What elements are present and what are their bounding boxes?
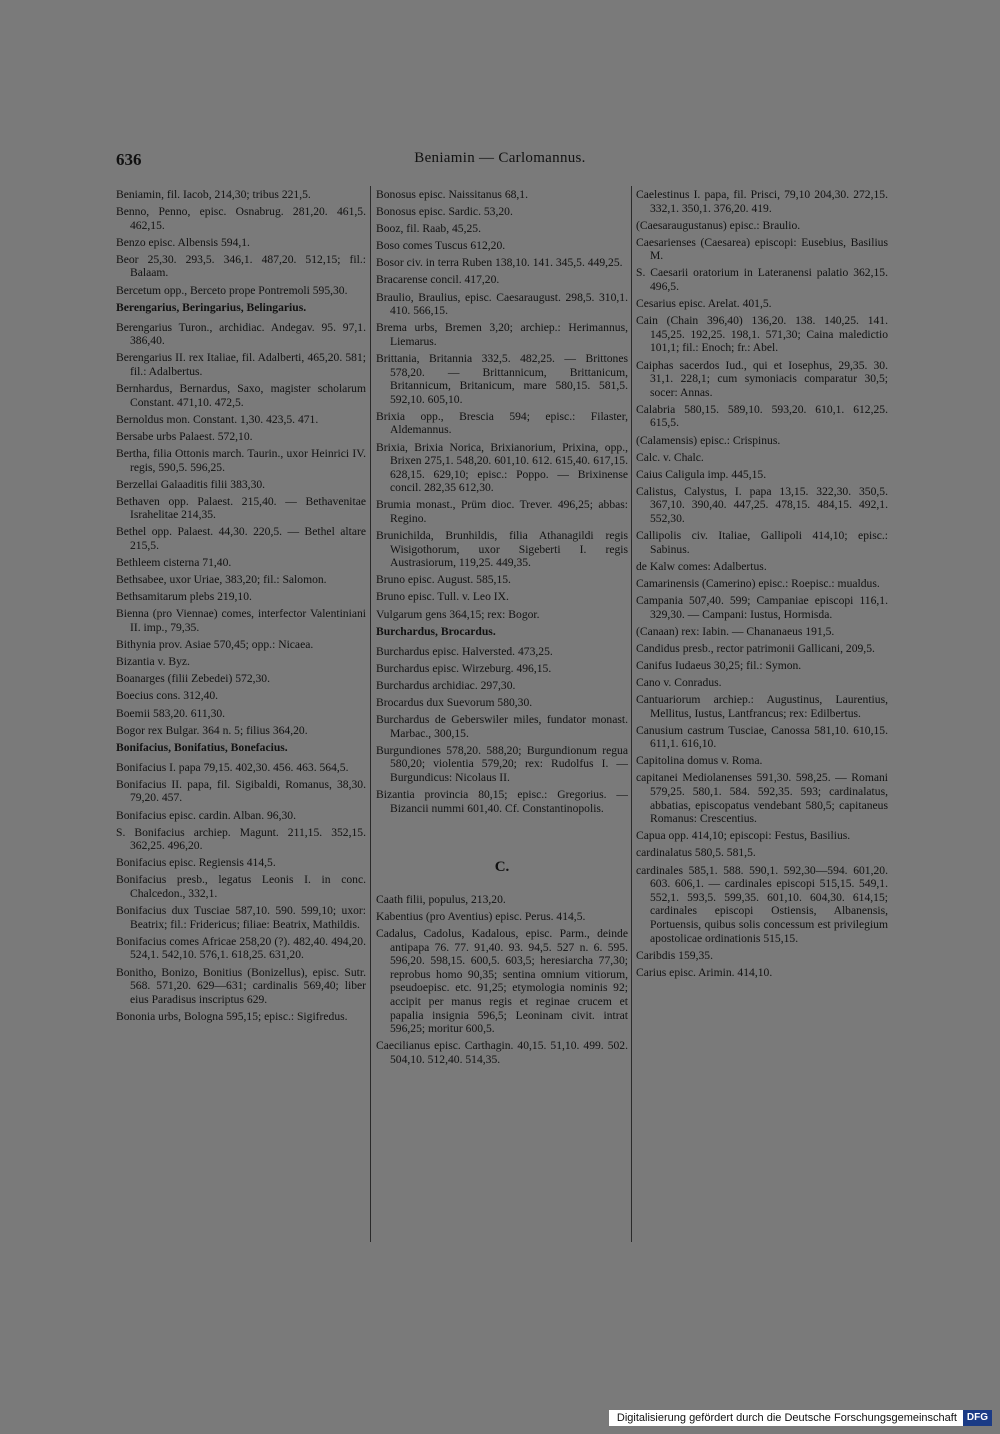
index-entry: Bruno episc. August. 585,15. xyxy=(376,573,511,587)
index-entry: Berengarius Turon., archidiac. Andegav. 95. 97,1. 386,40. xyxy=(116,320,366,348)
index-entry: Bonifacius episc. Regiensis 414,5. xyxy=(116,856,276,870)
index-entry: Brittania, Britannia 332,5. 482,25. — Brittones 578,20. — Brittannicum, Brittanicum, Britannicum, Britanicum, mare 580,15. 581,5. 592,10. 605,10. xyxy=(376,351,628,406)
index-entry: Bonosus episc. Naissitanus 68,1. xyxy=(376,188,529,201)
index-entry: Bercetum opp., Berceto prope Pontremoli 595,30. xyxy=(116,283,348,297)
index-entry: Beniamin, fil. Iacob, 214,30; tribus 221,5. xyxy=(116,188,311,201)
index-entry: Berzellai Galaaditis filii 383,30. xyxy=(116,477,266,491)
index-entry: Caesarienses (Caesarea) episcopi: Eusebius, Basilius M. xyxy=(636,235,888,263)
index-entry: (Calamensis) episc.: Crispinus. xyxy=(636,433,781,447)
index-entry: Brocardus dux Suevorum 580,30. xyxy=(376,696,533,709)
index-entry: Calistus, Calystus, I. papa 13,15. 322,30. 350,5. 367,10. 390,40. 447,25. 478,15. 484,15. 492,1. 552,30. xyxy=(636,484,888,525)
index-entry: Bizantia provincia 80,15; episc.: Gregorius. — Bizancii nummi 601,40. Cf. Constantinopolis. xyxy=(376,788,628,815)
column-divider xyxy=(370,186,371,1242)
index-group-heading: Berengarius, Beringarius, Belingarius. xyxy=(116,301,307,315)
index-entry: Capua opp. 414,10; episcopi: Festus, Basilius. xyxy=(636,829,851,843)
index-entry: Cano v. Conradus. xyxy=(636,675,722,689)
index-entry: Vulgarum gens 364,15; rex: Bogor. xyxy=(376,607,540,621)
index-entry: Bracarense concil. 417,20. xyxy=(376,273,500,287)
index-entry: Caiphas sacerdos Iud., qui et Iosephus, 29,35. 30. 31,1. 228,1; cum symoniacis comparatur 30,5; socer: Annas. xyxy=(636,358,888,399)
index-entry: S. Bonifacius archiep. Magunt. 211,15. 352,15. 362,25. 496,20. xyxy=(116,825,366,853)
index-entry: Brumia monast., Prüm dioc. Trever. 496,25; abbas: Regino. xyxy=(376,498,628,525)
index-letter-heading: C. xyxy=(494,859,510,876)
index-entry: Benzo episc. Albensis 594,1. xyxy=(116,235,250,249)
index-entry: Boso comes Tuscus 612,20. xyxy=(376,239,506,253)
footer-text: Digitalisierung gefördert durch die Deutsche Forschungsgemeinschaft xyxy=(616,1412,957,1424)
index-entry: Bonifacius presb., legatus Leonis I. in conc. Chalcedon., 332,1. xyxy=(116,873,366,901)
index-entry: Bizantia v. Byz. xyxy=(116,655,190,669)
index-entry: Bonifacius comes Africae 258,20 (?). 482,40. 494,20. 524,1. 542,10. 576,1. 618,25. 631,20. xyxy=(116,934,366,962)
index-entry: Bonifacius dux Tusciae 587,10. 590. 599,10; uxor: Beatrix; fil.: Fridericus; filiae: Beatrix, Mathildis. xyxy=(116,904,366,931)
index-entry: Bononia urbs, Bologna 595,15; episc.: Sigifredus. xyxy=(116,1009,348,1023)
page-number: 636 xyxy=(116,150,142,169)
index-entry: Bonitho, Bonizo, Bonitius (Bonizellus), episc. Sutr. 568. 571,20. 629—631; cardinalis 569,40; liber eius Paradisus inscriptus 629. xyxy=(116,965,366,1006)
index-entry: (Caesaraugustanus) episc.: Braulio. xyxy=(636,218,801,232)
index-entry: S. Caesarii oratorium in Lateranensi palatio 362,15. 496,5. xyxy=(636,266,888,294)
index-entry: Callipolis civ. Italiae, Gallipoli 414,10; episc.: Sabinus. xyxy=(636,529,888,556)
index-entry: Cadalus, Cadolus, Kadalous, episc. Parm., deinde antipapa 76. 77. 91,40. 93. 94,5. 527 n. 6. 595. 596,20. 598,15. 600,5. 603,5; heresiarcha 77,30; reprobus homo 90,35; sentina omnium vitiorum, pseudoepisc. etc. 91,25; etymologia nominis 92; accipit per manus regis et reginae crucem et papalia insignia 596,5; Leoninam civit. intrat 596,25; moritur 600,5. xyxy=(376,927,628,1036)
index-entry: Bonosus episc. Sardic. 53,20. xyxy=(376,205,513,219)
index-entry: Bogor rex Bulgar. 364 n. 5; filius 364,20. xyxy=(116,723,308,737)
index-entry: Bienna (pro Viennae) comes, interfector Valentiniani II. imp., 79,35. xyxy=(116,607,366,635)
index-entry: Candidus presb., rector patrimonii Gallicani, 209,5. xyxy=(636,641,875,655)
index-entry: Burchardus de Geberswiler miles, fundator monast. Marbac., 300,15. xyxy=(376,713,628,740)
index-entry: de Kalw comes: Adalbertus. xyxy=(636,559,767,573)
index-entry: Bonifacius episc. cardin. Alban. 96,30. xyxy=(116,808,296,822)
index-entry: Bonifacius I. papa 79,15. 402,30. 456. 463. 564,5. xyxy=(116,760,349,774)
index-entry: Boanarges (filii Zebedei) 572,30. xyxy=(116,672,271,686)
index-entry: Canusium castrum Tusciae, Canossa 581,10. 610,15. 611,1. 616,10. xyxy=(636,723,888,751)
index-entry: Booz, fil. Raab, 45,25. xyxy=(376,222,481,236)
index-entry: cardinales 585,1. 588. 590,1. 592,30—594. 601,20. 603. 606,1. — cardinales episcopi 515,15. 549,1. 552,1. 593,5. 599,35. 601,10. 604,30. 614,15; cardinales episcopi Ostiensis, Albanensis, Portuensis, quibus solis concessum est privilegium apostolicae ordinationis 515,15. xyxy=(636,863,888,945)
index-entry: cardinalatus 580,5. 581,5. xyxy=(636,846,756,860)
index-entry: Bethsamitarum plebs 219,10. xyxy=(116,590,252,604)
index-entry: Benno, Penno, episc. Osnabrug. 281,20. 461,5. 462,15. xyxy=(116,205,366,232)
index-entry: Bosor civ. in terra Ruben 138,10. 141. 345,5. 449,25. xyxy=(376,256,623,270)
index-entry: Bruno episc. Tull. v. Leo IX. xyxy=(376,590,509,604)
index-entry: Calabria 580,15. 589,10. 593,20. 610,1. 612,25. 615,5. xyxy=(636,402,888,430)
column-divider xyxy=(631,186,632,1242)
index-entry: Bethleem cisterna 71,40. xyxy=(116,556,232,570)
index-entry: Braulio, Braulius, episc. Caesaraugust. 298,5. 310,1. 410. 566,15. xyxy=(376,290,628,318)
running-head: Beniamin — Carlomannus. xyxy=(414,150,586,166)
index-entry: Boecius cons. 312,40. xyxy=(116,689,219,703)
index-entry: (Canaan) rex: Iabin. — Chananaeus 191,5. xyxy=(636,624,835,638)
index-entry: Kabentius (pro Aventius) episc. Perus. 414,5. xyxy=(376,909,586,923)
index-entry: Burchardus episc. Wirzeburg. 496,15. xyxy=(376,661,552,675)
index-entry: Brema urbs, Bremen 3,20; archiep.: Herimannus, Liemarus. xyxy=(376,321,628,348)
index-entry: Bethsabee, uxor Uriae, 383,20; fil.: Salomon. xyxy=(116,573,327,587)
index-entry: Bertha, filia Ottonis march. Taurin., uxor Heinrici IV. regis, 590,5. 596,25. xyxy=(116,447,366,474)
index-entry: Camarinensis (Camerino) episc.: Roepisc.: mualdus. xyxy=(636,576,880,590)
index-entry: Brunichilda, Brunhildis, filia Athanagildi regis Wisigothorum, uxor Sigeberti I. regis Austrasiorum, 119,25. 449,35. xyxy=(376,529,628,570)
index-entry: Berengarius II. rex Italiae, fil. Adalberti, 465,20. 581; fil.: Adalbertus. xyxy=(116,351,366,379)
index-entry: Brixia, Brixia Norica, Brixianorium, Prixina, opp., Brixen 275,1. 548,20. 601,10. 612. 615,40. 617,15. 628,15. 629,10; episc.: Poppo. — Brixinense concil. 282,35 612,30. xyxy=(376,440,628,495)
index-entry: Caath filii, populus, 213,20. xyxy=(376,892,506,906)
index-entry: Caecilianus episc. Carthagin. 40,15. 51,10. 499. 502. 504,10. 512,40. 514,35. xyxy=(376,1039,628,1066)
index-entry: capitanei Mediolanenses 591,30. 598,25. — Romani 579,25. 580,1. 584. 592,35. 593; cardinalatus, abbatias, episcopatus vendebant 580,5; capitaneus Romanus: Crescentius. xyxy=(636,771,888,826)
index-entry: Caelestinus I. papa, fil. Prisci, 79,10 204,30. 272,15. 332,1. 350,1. 376,20. 419. xyxy=(636,188,888,215)
index-entry: Bethaven opp. Palaest. 215,40. — Bethavenitae Israhelitae 214,35. xyxy=(116,494,366,522)
index-entry: Bethel opp. Palaest. 44,30. 220,5. — Bethel altare 215,5. xyxy=(116,525,366,553)
dfg-footer-banner xyxy=(609,1410,992,1426)
index-entry: Bonifacius II. papa, fil. Sigibaldi, Romanus, 38,30. 79,20. 457. xyxy=(116,777,366,805)
index-entry: Burgundiones 578,20. 588,20; Burgundionum regua 580,20; violentia 579,20; rex: Rudolfus I. — Burgundicus: Nicolaus II. xyxy=(376,743,628,784)
index-entry: Capitolina domus v. Roma. xyxy=(636,754,763,768)
index-entry: Caribdis 159,35. xyxy=(636,948,713,962)
index-entry: Cesarius episc. Arelat. 401,5. xyxy=(636,297,772,311)
index-entry: Burchardus archidiac. 297,30. xyxy=(376,678,516,692)
dfg-logo: DFG xyxy=(963,1410,992,1426)
index-column-3 xyxy=(636,188,888,983)
index-entry: Beor 25,30. 293,5. 346,1. 487,20. 512,15; fil.: Balaam. xyxy=(116,252,366,280)
index-entry: Bersabe urbs Palaest. 572,10. xyxy=(116,429,253,443)
index-entry: Canifus Iudaeus 30,25; fil.: Symon. xyxy=(636,658,802,672)
index-entry: Bernhardus, Bernardus, Saxo, magister scholarum Constant. 471,10. 472,5. xyxy=(116,382,366,409)
index-entry: Brixia opp., Brescia 594; episc.: Filaster, Aldemannus. xyxy=(376,409,628,437)
index-column-1 xyxy=(116,188,366,1027)
index-entry: Caius Caligula imp. 445,15. xyxy=(636,467,767,481)
index-entry: Burchardus episc. Halversted. 473,25. xyxy=(376,644,553,658)
index-entry: Boemii 583,20. 611,30. xyxy=(116,706,226,720)
index-entry: Bithynia prov. Asiae 570,45; opp.: Nicaea. xyxy=(116,638,314,652)
index-entry: Cain (Chain 396,40) 136,20. 138. 140,25. 141. 145,25. 192,25. 198,1. 571,30; Caina maledictio 101,1; fil.: Enoch; fr.: Abel. xyxy=(636,314,888,355)
index-group-heading: Bonifacius, Bonifatius, Bonefacius. xyxy=(116,741,288,755)
index-column-2 xyxy=(376,188,628,1070)
index-entry: Calc. v. Chalc. xyxy=(636,450,704,464)
index-entry: Carius episc. Arimin. 414,10. xyxy=(636,965,773,979)
index-group-heading: Burchardus, Brocardus. xyxy=(376,625,496,639)
index-entry: Cantuariorum archiep.: Augustinus, Laurentius, Mellitus, Iustus, Lantfrancus; rex: Edilbertus. xyxy=(636,693,888,720)
index-entry: Bernoldus mon. Constant. 1,30. 423,5. 471. xyxy=(116,412,319,426)
index-entry: Campania 507,40. 599; Campaniae episcopi 116,1. 329,30. — Campani: Iustus, Hormisda. xyxy=(636,593,888,621)
